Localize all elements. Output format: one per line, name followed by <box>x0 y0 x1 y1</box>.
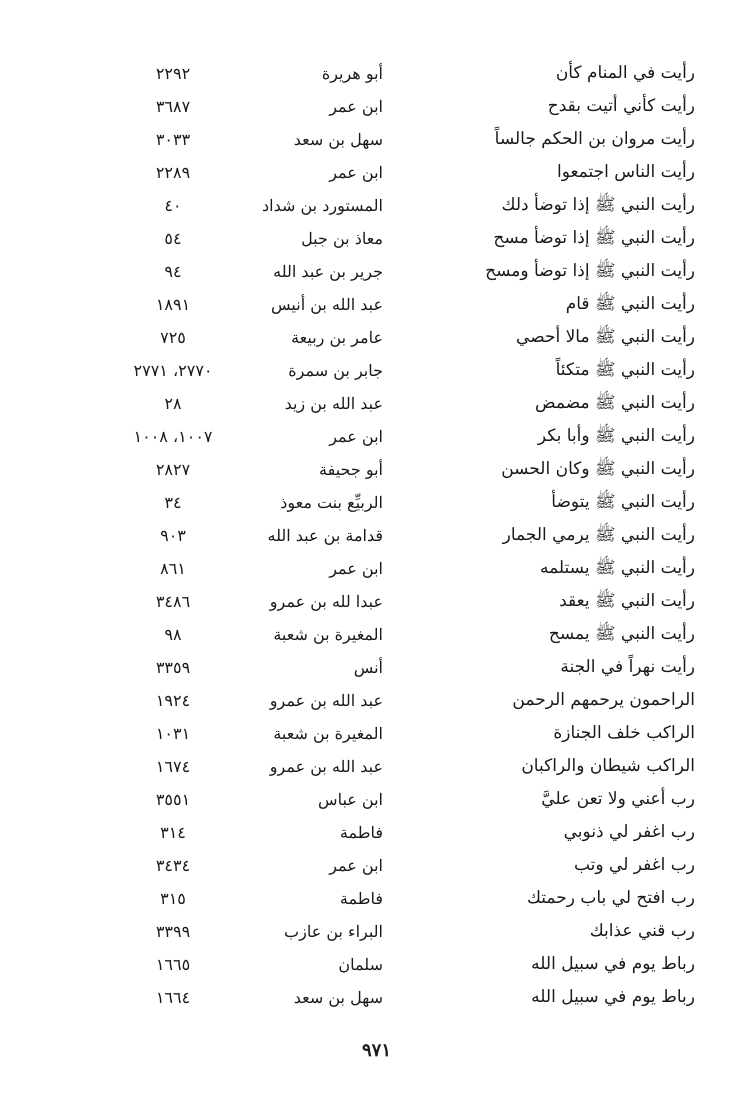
narrator-name: عبد الله بن عمرو <box>269 691 383 710</box>
index-row <box>0 552 753 585</box>
index-row <box>0 156 753 189</box>
narrator-name: أبو جحيفة <box>319 460 383 479</box>
index-row <box>0 519 753 552</box>
narrator-name: فاطمة <box>339 823 383 842</box>
hadith-opening-text: رأيت النبي ﷺ إذا توضأ مسح <box>493 228 695 248</box>
index-row <box>0 189 753 222</box>
index-row <box>0 90 753 123</box>
hadith-number: ٣١٤ <box>160 823 186 842</box>
hadith-number: ٣٥٥١ <box>155 790 191 809</box>
narrator-name: أنس <box>353 658 383 677</box>
hadith-opening-text: رأيت النبي ﷺ يعقد <box>559 591 695 611</box>
hadith-number: ٢٢٩٢ <box>155 64 191 83</box>
hadith-number: ٢٧٧٠، ٢٧٧١ <box>133 361 213 380</box>
index-row <box>0 486 753 519</box>
narrator-name: ابن عمر <box>329 856 383 875</box>
hadith-opening-text: رب قني عذابك <box>589 921 695 941</box>
hadith-opening-text: رب افتح لي باب رحمتك <box>526 888 695 908</box>
hadith-opening-text: رب أعني ولا تعن عليَّ <box>541 789 695 809</box>
hadith-number: ٣٣٥٩ <box>155 658 191 677</box>
hadith-number: ١٠٠٧، ١٠٠٨ <box>133 427 213 446</box>
index-row <box>0 651 753 684</box>
hadith-opening-text: رأيت النبي ﷺ إذا توضأ ومسح <box>485 261 695 281</box>
hadith-opening-text: رأيت النبي ﷺ وكان الحسن <box>501 459 695 479</box>
hadith-number: ٣٣٩٩ <box>155 922 191 941</box>
hadith-opening-text: رأيت النبي ﷺ إذا توضأ دلك <box>501 195 695 215</box>
hadith-opening-text: رأيت في المنام كأن <box>555 63 695 83</box>
index-row <box>0 915 753 948</box>
narrator-name: معاذ بن جبل <box>301 229 383 248</box>
index-row <box>0 618 753 651</box>
narrator-name: سلمان <box>338 955 383 974</box>
hadith-number: ٣١٥ <box>160 889 186 908</box>
hadith-number: ٤٠ <box>164 196 182 215</box>
index-row <box>0 354 753 387</box>
index-row <box>0 717 753 750</box>
index-row <box>0 387 753 420</box>
narrator-name: فاطمة <box>339 889 383 908</box>
index-row <box>0 57 753 90</box>
hadith-opening-text: رأيت النبي ﷺ يمسح <box>548 624 695 644</box>
narrator-name: عبد الله بن عمرو <box>269 757 383 776</box>
hadith-number: ١٨٩١ <box>155 295 191 314</box>
page-number: ٩٧١ <box>361 1040 391 1061</box>
narrator-name: عبد الله بن زيد <box>284 394 383 413</box>
narrator-name: قدامة بن عبد الله <box>267 526 383 545</box>
hadith-number: ٢٢٨٩ <box>155 163 191 182</box>
narrator-name: عامر بن ربيعة <box>291 328 383 347</box>
hadith-opening-text: رأيت النبي ﷺ وأبا بكر <box>537 426 695 446</box>
hadith-opening-text: رأيت مروان بن الحكم جالساً <box>494 129 695 149</box>
hadith-opening-text: رأيت الناس اجتمعوا <box>556 162 695 182</box>
narrator-name: سهل بن سعد <box>293 988 383 1007</box>
index-row <box>0 750 753 783</box>
hadith-number: ٨٦١ <box>160 559 186 578</box>
hadith-number: ٣٠٣٣ <box>155 130 191 149</box>
hadith-opening-text: رأيت النبي ﷺ مضمض <box>535 393 695 413</box>
hadith-number: ٢٨ <box>164 394 182 413</box>
hadith-opening-text: رباط يوم في سبيل الله <box>531 987 695 1007</box>
narrator-name: جابر بن سمرة <box>288 361 383 380</box>
index-row <box>0 321 753 354</box>
narrator-name: جرير بن عبد الله <box>273 262 383 281</box>
index-row <box>0 882 753 915</box>
hadith-opening-text: رباط يوم في سبيل الله <box>531 954 695 974</box>
narrator-name: المستورد بن شداد <box>262 196 383 215</box>
hadith-number: ٣٤ <box>164 493 182 512</box>
hadith-opening-text: الراكب شيطان والراكبان <box>521 756 695 776</box>
narrator-name: الربيِّع بنت معوذ <box>280 493 383 512</box>
narrator-name: المغيرة بن شعبة <box>273 724 383 743</box>
hadith-opening-text: رأيت النبي ﷺ يستلمه <box>539 558 695 578</box>
hadith-opening-text: رب اغفر لي وتب <box>573 855 695 875</box>
narrator-name: عبدا لله بن عمرو <box>269 592 383 611</box>
hadith-index-table <box>0 57 753 1014</box>
hadith-number: ١٩٢٤ <box>155 691 191 710</box>
hadith-number: ٧٢٥ <box>160 328 186 347</box>
index-row <box>0 783 753 816</box>
hadith-number: ٣٤٣٤ <box>155 856 191 875</box>
hadith-opening-text: رأيت النبي ﷺ متكئاً <box>555 360 695 380</box>
hadith-opening-text: الراكب خلف الجنازة <box>553 723 695 743</box>
hadith-number: ٥٤ <box>164 229 182 248</box>
index-row <box>0 222 753 255</box>
narrator-name: المغيرة بن شعبة <box>273 625 383 644</box>
hadith-number: ٩٠٣ <box>160 526 186 545</box>
hadith-number: ٩٨ <box>164 625 182 644</box>
index-row <box>0 981 753 1014</box>
narrator-name: سهل بن سعد <box>293 130 383 149</box>
hadith-opening-text: رأيت النبي ﷺ يرمي الجمار <box>502 525 695 545</box>
index-row <box>0 849 753 882</box>
hadith-number: ٩٤ <box>164 262 182 281</box>
narrator-name: ابن عمر <box>329 97 383 116</box>
index-row <box>0 948 753 981</box>
hadith-opening-text: رأيت النبي ﷺ مالا أحصي <box>516 327 695 347</box>
index-row <box>0 255 753 288</box>
hadith-number: ٣٤٨٦ <box>155 592 191 611</box>
hadith-number: ٢٨٢٧ <box>155 460 191 479</box>
narrator-name: ابن عمر <box>329 427 383 446</box>
index-row <box>0 123 753 156</box>
hadith-number: ٣٦٨٧ <box>155 97 191 116</box>
hadith-opening-text: رأيت نهراً في الجنة <box>560 657 695 677</box>
index-row <box>0 420 753 453</box>
narrator-name: أبو هريرة <box>321 64 383 83</box>
hadith-opening-text: الراحمون يرحمهم الرحمن <box>512 690 695 710</box>
index-row <box>0 453 753 486</box>
index-row <box>0 585 753 618</box>
index-row <box>0 816 753 849</box>
hadith-opening-text: رأيت النبي ﷺ قام <box>565 294 695 314</box>
hadith-number: ١٦٦٥ <box>155 955 191 974</box>
hadith-opening-text: رأيت كأني أتيت بقدح <box>547 96 695 116</box>
hadith-opening-text: رب اغفر لي ذنوبي <box>563 822 695 842</box>
narrator-name: عبد الله بن أنيس <box>271 295 383 314</box>
hadith-number: ١٦٧٤ <box>155 757 191 776</box>
hadith-number: ١٠٣١ <box>155 724 191 743</box>
narrator-name: ابن عمر <box>329 559 383 578</box>
index-row <box>0 288 753 321</box>
index-row <box>0 684 753 717</box>
hadith-opening-text: رأيت النبي ﷺ يتوضأ <box>551 492 695 512</box>
narrator-name: ابن عمر <box>329 163 383 182</box>
narrator-name: البراء بن عازب <box>284 922 383 941</box>
narrator-name: ابن عباس <box>318 790 383 809</box>
hadith-number: ١٦٦٤ <box>155 988 191 1007</box>
